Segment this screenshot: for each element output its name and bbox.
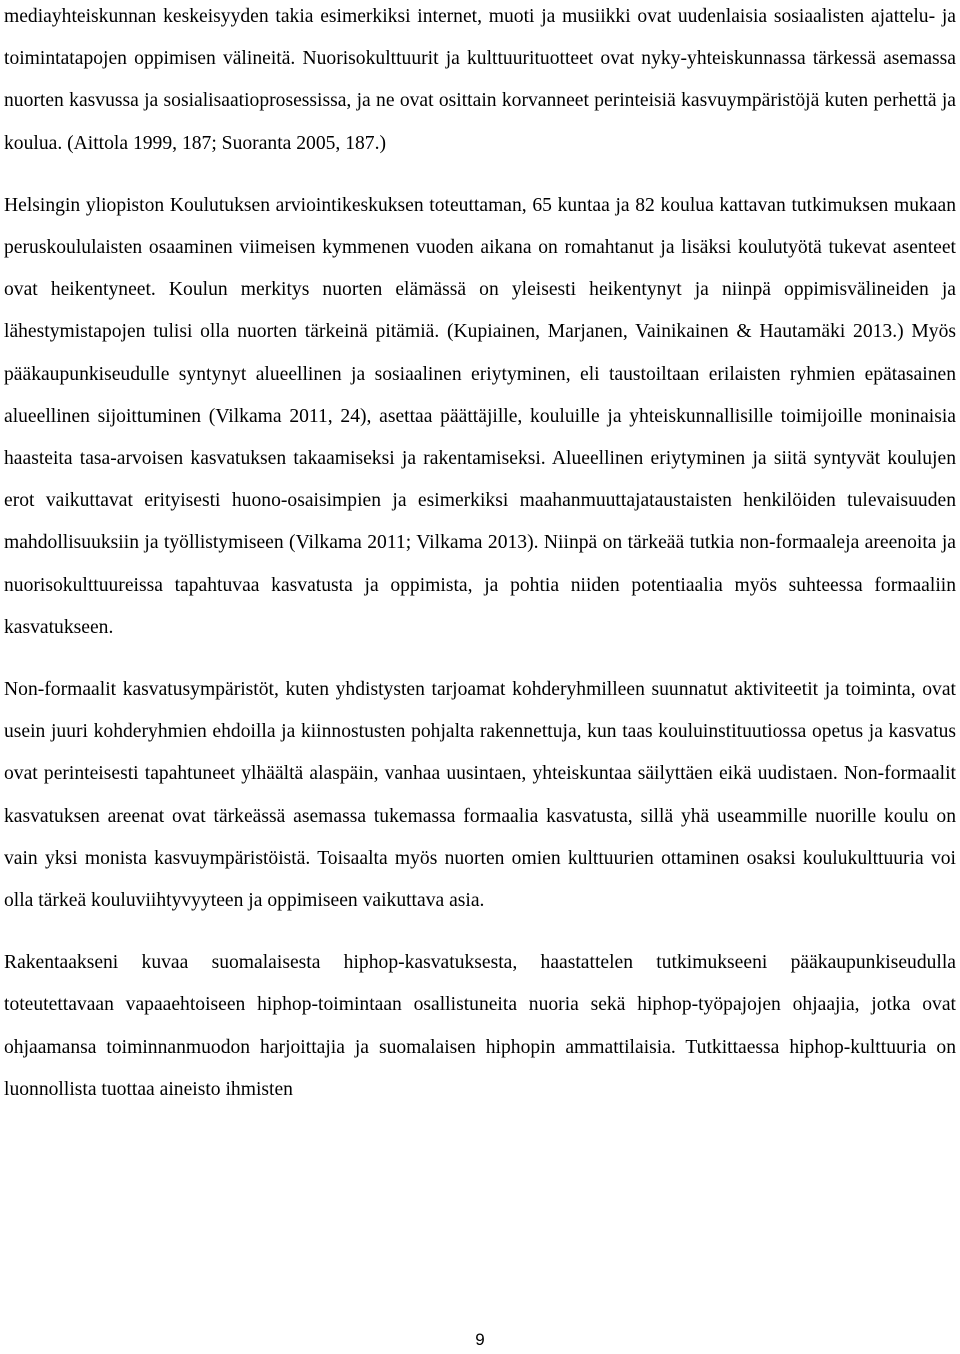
paragraph-1: mediayhteiskunnan keskeisyyden takia esimerkiksi internet, muoti ja musiikki ovat uudenlaisia sosiaalisten ajattelu- ja toimintatapojen oppimisen välineitä. Nuorisokulttuurit ja kulttuurituotteet ovat nyky-yhteiskunnassa tärkessä asemassa nuorten kasvussa ja sosialisaatioprosessissa, ja ne ovat osittain korvanneet perinteisiä kasvuympäristöjä kuten perhettä ja koulua. (Aittola 1999, 187; Suoranta 2005, 187.) bbox=[4, 6, 956, 154]
body-text bbox=[4, 0, 956, 1111]
paragraph-4: Rakentaakseni kuvaa suomalaisesta hiphop-kasvatuksesta, haastattelen tutkimukseeni pääkaupunkiseudulla toteutettavaan vapaaehtoiseen hiphop-toimintaan osallistuneita nuoria sekä hiphop-työpajojen ohjaajia, jotka ovat ohjaamansa toiminnanmuodon harjoittajia ja suomalaisen hiphopin ammattilaisia. Tutkittaessa hiphop-kulttuuria on luonnollista tuottaa aineisto ihmisten bbox=[4, 952, 956, 1100]
paragraph-3: Non-formaalit kasvatusympäristöt, kuten yhdistysten tarjoamat kohderyhmilleen suunnatut aktiviteetit ja toiminta, ovat usein juuri kohderyhmien ehdoilla ja kiinnostusten pohjalta rakennettuja, kun taas kouluinstituutiossa opetus ja kasvatus ovat perinteisesti tapahtuneet ylhäältä alaspäin, vanhaa uusintaen, yhteiskuntaa säilyttäen eikä uudistaen. Non-formaalit kasvatuksen areenat ovat tärkeässä asemassa tukemassa formaalia kasvatusta, sillä yhä useammille nuorille koulu on vain yksi monista kasvuympäristöistä. Toisaalta myös nuorten omien kulttuurien ottaminen osaksi koulukulttuuria voi olla tärkeä kouluviihtyvyyteen ja oppimiseen vaikuttava asia. bbox=[4, 679, 956, 912]
page-number: 9 bbox=[475, 1330, 485, 1349]
paragraph-2: Helsingin yliopiston Koulutuksen arviointikeskuksen toteuttaman, 65 kuntaa ja 82 koulua kattavan tutkimuksen mukaan peruskoululaisten osaaminen viimeisen kymmenen vuoden aikana on romahtanut ja lisäksi koulutyötä tukevat asenteet ovat heikentyneet. Koulun merkitys nuorten elämässä on yleisesti heikentynyt ja niinpä oppimisvälineiden ja lähestymistapojen tulisi olla nuorten tärkeinä pitämiä. (Kupiainen, Marjanen, Vainikainen & Hautamäki 2013.) Myös pääkaupunkiseudulle syntynyt alueellinen ja sosiaalinen eriytyminen, eli taustoiltaan erilaisten ryhmien epätasainen alueellinen sijoittuminen (Vilkama 2011, 24), asettaa päättäjille, kouluille ja yhteiskunnallisille toimijoille moninaisia haasteita tasa-arvoisen kasvatuksen takaamiseksi ja rakentamiseksi. Alueellinen eriytyminen ja siitä syntyvät koulujen erot vaikuttavat erityisesti huono-osaisimpien ja esimerkiksi maahanmuuttajataustaisten henkilöiden tulevaisuuden mahdollisuuksiin ja työllistymiseen (Vilkama 2011; Vilkama 2013). Niinpä on tärkeää tutkia non-formaaleja areenoita ja nuorisokulttuureissa tapahtuvaa kasvatusta ja oppimista, ja pohtia niiden potentiaalia myös suhteessa formaaliin kasvatukseen. bbox=[4, 194, 956, 638]
